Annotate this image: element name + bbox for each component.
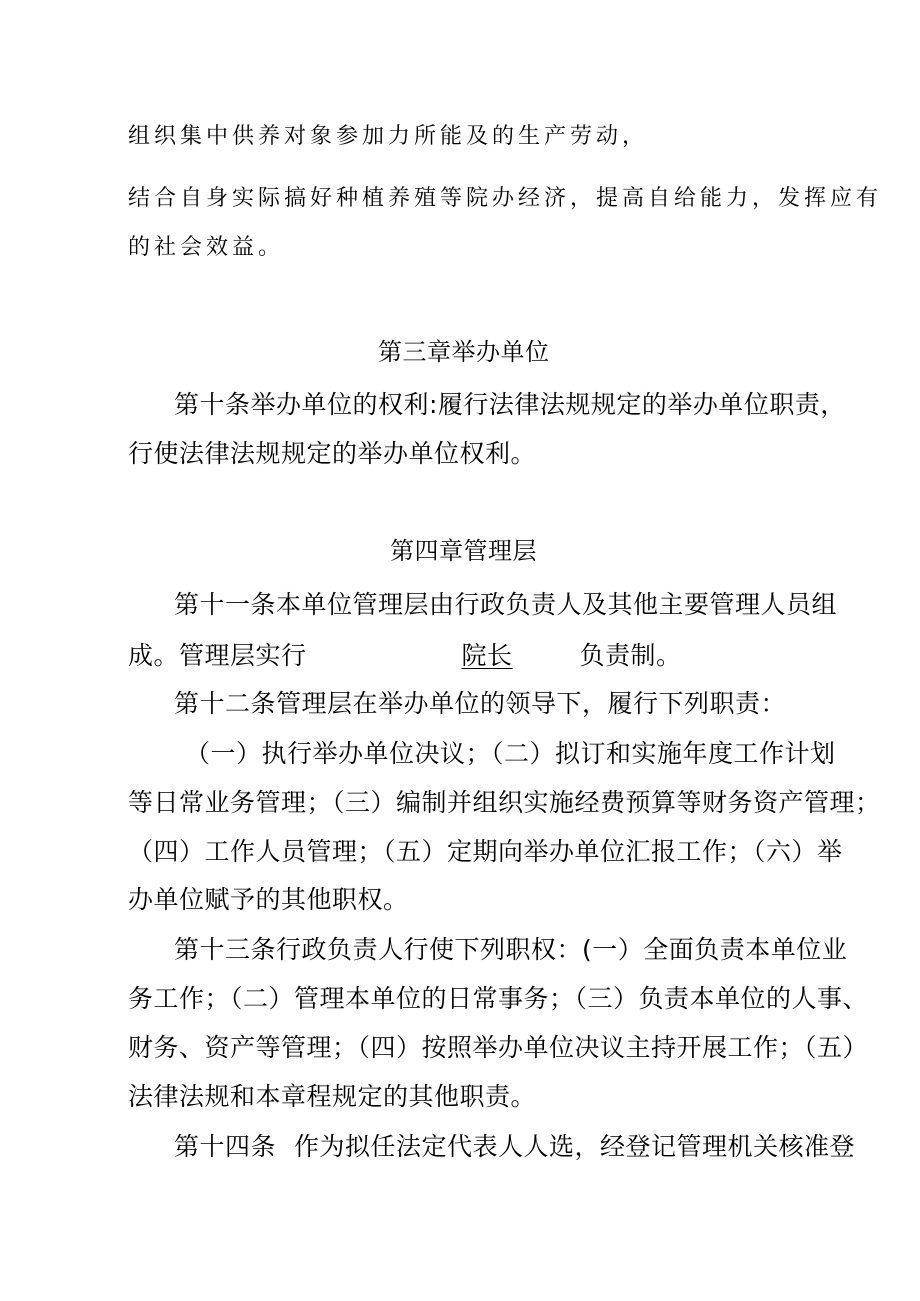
article-11-line-1: 第十一条本单位管理层由行政负责人及其他主要管理人员组 [174, 590, 838, 619]
article-14-label: 第十四条 [174, 1132, 277, 1161]
chapter-3-title: 第三章举办单位 [378, 338, 550, 366]
article-13-line-2: 务工作；（二）管理本单位的日常事务；（三）负责本单位的人事、 [128, 984, 869, 1013]
article-11-line-2-suffix: 负责制。 [579, 641, 682, 670]
article-12-line-3: 等日常业务管理；（三）编制并组织实施经费预算等财务资产管理； [128, 788, 881, 817]
intro-line-2: 结合自身实际搞好种植养殖等院办经济，提高自给能力，发挥应有 [128, 186, 883, 211]
article-11-line-2-prefix: 成。管理层实行 [128, 641, 307, 670]
responsibility-system-fill: 院长 [461, 641, 513, 670]
article-14-line-1 [174, 1134, 855, 1159]
intro-line-3: 的社会效益。 [128, 235, 285, 260]
article-13-line-4: 法律法规和本章程规定的其他职责。 [128, 1082, 537, 1111]
article-12-line-4: （四）工作人员管理；（五）定期向举办单位汇报工作；（六）举 [128, 837, 843, 866]
article-12-line-5: 办单位赋予的其他职权。 [128, 885, 409, 914]
article-14-text: 作为拟任法定代表人人选，经登记管理机关核准登 [294, 1132, 856, 1161]
article-10-line-2: 行使法律法规规定的举办单位权利。 [128, 439, 537, 468]
article-10-line-1: 第十条举办单位的权利:履行法律法规规定的举办单位职责， [174, 390, 846, 419]
chapter-4-title: 第四章管理层 [390, 537, 537, 565]
intro-line-1: 组织集中供养对象参加力所能及的生产劳动， [128, 124, 649, 149]
article-12-line-2: （一）执行举办单位决议；（二）拟订和实施年度工作计划 [185, 739, 836, 768]
article-12-line-1: 第十二条管理层在举办单位的领导下，履行下列职责： [174, 689, 787, 718]
article-13-line-3: 财务、资产等管理；（四）按照举办单位决议主持开展工作；（五） [128, 1033, 869, 1062]
article-13-line-1: 第十三条行政负责人行使下列职权：(一）全面负责本单位业 [174, 935, 848, 964]
article-11-line-2 [128, 643, 682, 668]
